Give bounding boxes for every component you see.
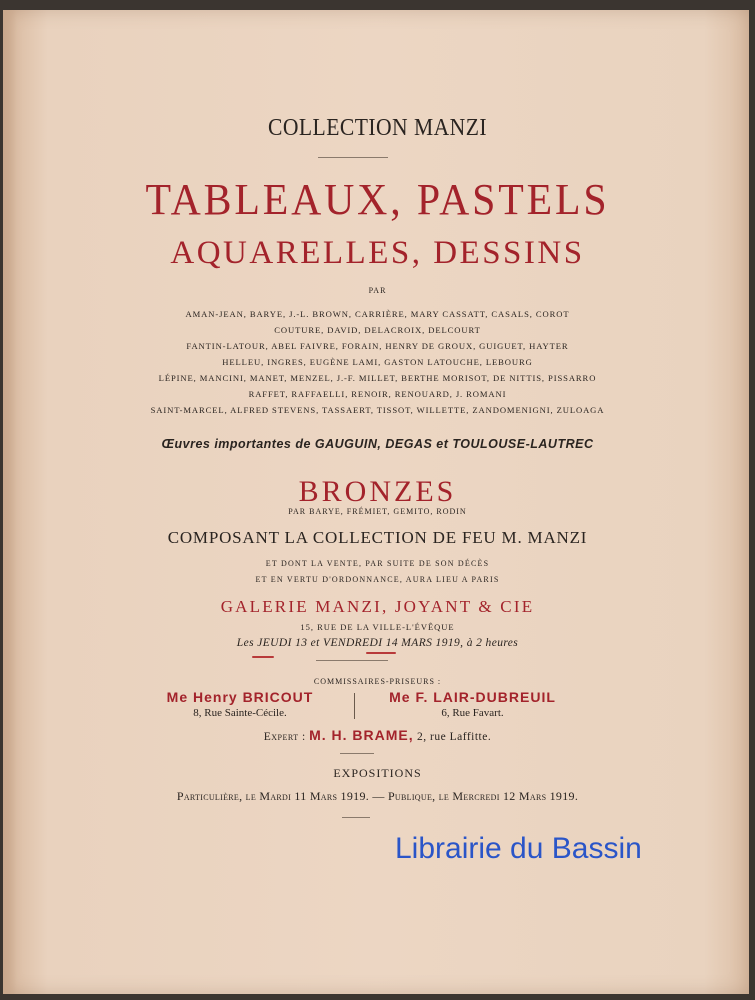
artists-line-1: AMAN-JEAN, BARYE, J.-L. BROWN, CARRIÈRE, MARY CASSATT, CASALS, COROT: [185, 309, 570, 319]
sale-dates: Les JEUDI 13 et VENDREDI 14 MARS 1919, à 2 heures: [236, 637, 519, 649]
auctioneer-left-name: Me Henry BRICOUT: [166, 689, 314, 705]
title-line-2: AQUARELLES, DESSINS: [170, 235, 585, 271]
auctioneer-right-name: Me F. LAIR-DUBREUIL: [389, 689, 556, 705]
artists-line-5: LÉPINE, MANCINI, MANET, MENZEL, J.-F. MILLET, BERTHE MORISOT, DE NITTIS, PISSARRO: [158, 373, 597, 383]
divider-rule: [340, 753, 374, 754]
auctioneer-right: [365, 689, 580, 719]
expert-line: [0, 727, 755, 743]
auctioneer-left-address: 8, Rue Sainte-Cécile.: [193, 707, 287, 719]
auctioneer-separator: [354, 693, 355, 719]
expositions-heading: EXPOSITIONS: [333, 766, 422, 780]
galerie-name: GALERIE MANZI, JOYANT & CIE: [220, 597, 535, 616]
handwritten-underline: [252, 656, 274, 658]
bronzes-heading: BRONZES: [298, 475, 457, 508]
auctioneer-right-address: 6, Rue Favart.: [441, 707, 504, 719]
expert-label: Expert :: [263, 731, 306, 743]
divider-rule: [318, 157, 388, 158]
artists-line-6: RAFFET, RAFFAELLI, RENOIR, RENOUARD, J. ROMANI: [248, 389, 507, 399]
expert-name: M. H. BRAME,: [309, 727, 414, 743]
expert-address: 2, rue Laffitte.: [417, 731, 492, 743]
sale-line-1: ET DONT LA VENTE, PAR SUITE DE SON DÉCÈS: [265, 559, 490, 568]
galerie-address: 15, RUE DE LA VILLE-L'ÉVÊQUE: [300, 622, 455, 632]
artists-line-4: HELLEU, INGRES, EUGÈNE LAMI, GASTON LATOUCHE, LEBOURG: [222, 357, 533, 367]
oeuvres-line: Œuvres importantes de GAUGUIN, DEGAS et TOULOUSE-LAUTREC: [161, 437, 594, 451]
collection-heading: COLLECTION MANZI: [268, 115, 487, 141]
handwritten-underline: [366, 652, 396, 654]
par-label: PAR: [368, 286, 387, 295]
auctioneer-left: [140, 689, 340, 719]
watermark-text: Librairie du Bassin: [395, 832, 642, 865]
title-line-1: TABLEAUX, PASTELS: [145, 175, 610, 224]
commissaires-label: COMMISSAIRES-PRISEURS :: [313, 677, 442, 686]
divider-rule: [316, 660, 388, 661]
artists-line-2: COUTURE, DAVID, DELACROIX, DELCOURT: [274, 325, 481, 335]
expositions-dates: Particulière, le Mardi 11 Mars 1919. — Publique, le Mercredi 12 Mars 1919.: [176, 789, 579, 803]
bronzes-artists: PAR BARYE, FRÉMIET, GEMITO, RODIN: [288, 507, 467, 516]
divider-rule: [342, 817, 370, 818]
composant-line: COMPOSANT LA COLLECTION DE FEU M. MANZI: [167, 528, 588, 547]
sale-line-2: ET EN VERTU D'ORDONNANCE, AURA LIEU A PARIS: [255, 575, 500, 584]
artists-line-3: FANTIN-LATOUR, ABEL FAIVRE, FORAIN, HENRY DE GROUX, GUIGUET, HAYTER: [186, 341, 569, 351]
artists-line-7: SAINT-MARCEL, ALFRED STEVENS, TASSAERT, TISSOT, WILLETTE, ZANDOMENIGNI, ZULOAGA: [150, 405, 605, 415]
